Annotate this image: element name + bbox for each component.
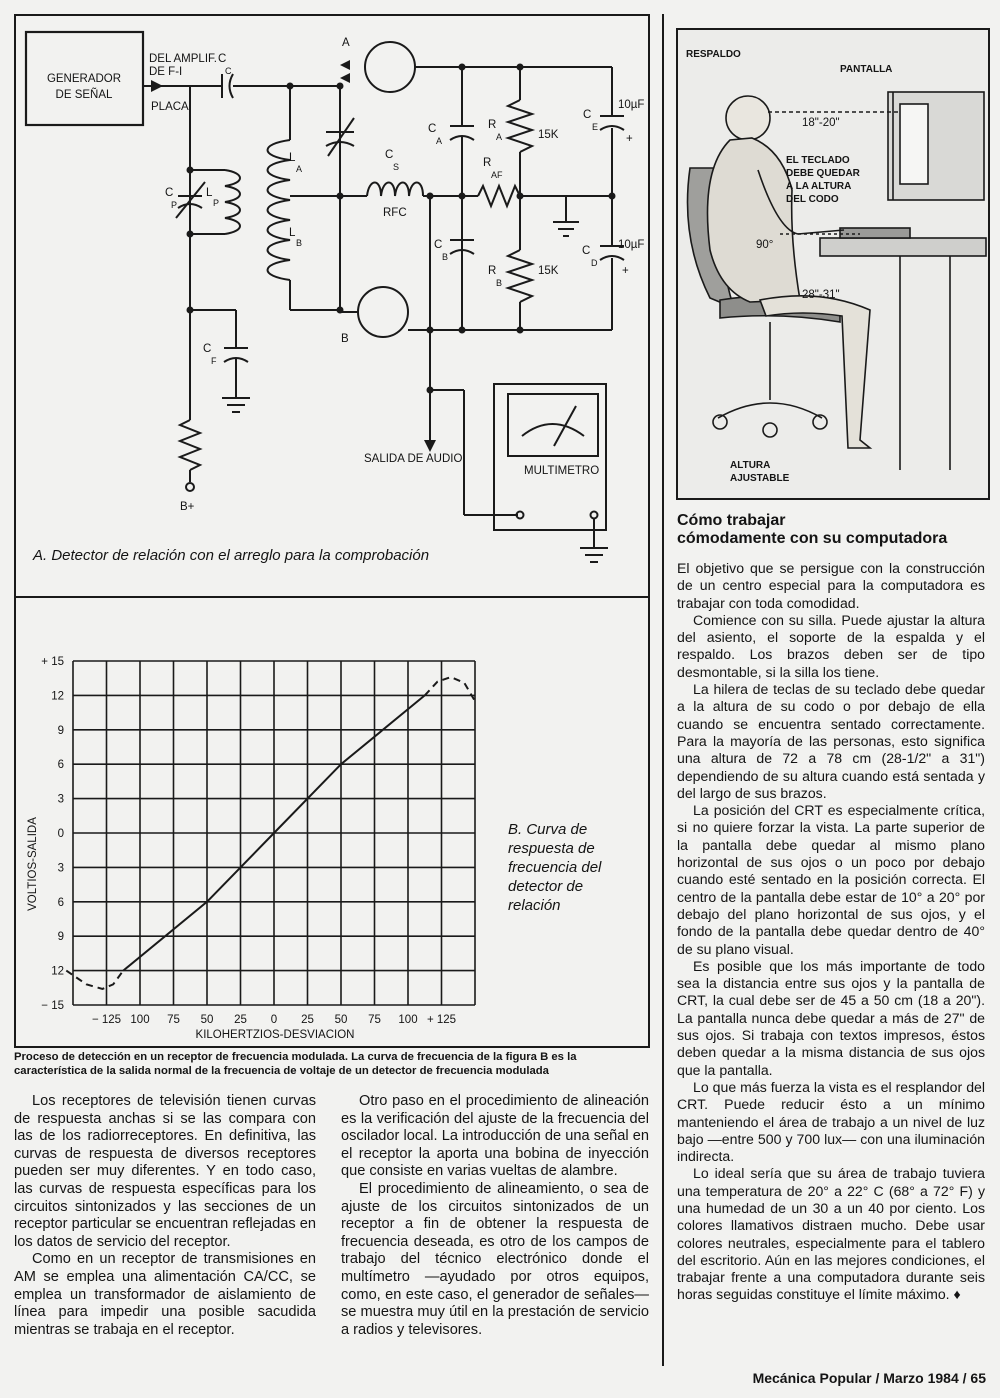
cd-plus: + bbox=[622, 265, 629, 277]
body-paragraph: El procedimiento de alineamiento, o sea de ajuste de los circuitos sintonizados de un receptor a fin de obtener la respuesta de frecuencia deseada, es otro de los campos de trabajo del técnico electrónico donde el multímetro —ayudado por otros equipos, como, en este caso, el generador de señales— se muestra muy útil en la prestación de servicio a radios y televisores. bbox=[341, 1180, 649, 1338]
lp-sub: P bbox=[213, 198, 220, 208]
column-rule bbox=[662, 14, 664, 1366]
sidebar-paragraph: El objetivo que se persigue con la construcción de un centro especial para la computadora es trabajar con toda comodidad. bbox=[677, 560, 985, 611]
sidebar-paragraph: La hilera de teclas de su teclado debe quedar a la altura de su codo o por debajo de ella cuando se encuentra sentado correctamente. Para la mayoría de las personas, esto significa una altura de 72 a 78 cm (28-1/2" a 31") dependiendo de su altura cuando está sentada y del largo de sus brazos. bbox=[677, 681, 985, 801]
cs-label: C bbox=[385, 149, 394, 161]
x-axis-label: KILOHERTZIOS-DESVIACION bbox=[195, 1029, 355, 1041]
sidebar-title-line-1: Cómo trabajar bbox=[677, 512, 786, 529]
y-tick-label: − 15 bbox=[41, 1000, 64, 1012]
sidebar-title-line-2: cómodamente con su computadora bbox=[677, 530, 948, 547]
x-tick-label: 50 bbox=[200, 1014, 214, 1026]
y-tick-label: 3 bbox=[57, 793, 64, 806]
raf-sub: AF bbox=[491, 170, 503, 180]
y-tick-label: 12 bbox=[51, 690, 64, 703]
x-tick-label: 100 bbox=[130, 1014, 150, 1026]
y-tick-label: 12 bbox=[51, 965, 64, 978]
y-tick-label: 6 bbox=[57, 896, 64, 909]
ce-value: 10µF bbox=[618, 99, 645, 111]
chart-caption-5: relación bbox=[508, 897, 561, 914]
lp-label: L bbox=[206, 187, 213, 199]
audio-out-label: SALIDA DE AUDIO bbox=[364, 453, 463, 465]
rfc-label: RFC bbox=[383, 207, 407, 219]
y-tick-label: 3 bbox=[57, 862, 64, 875]
ra-sub: A bbox=[496, 132, 503, 142]
cb-sub: B bbox=[442, 252, 449, 262]
keyboard-label-1: EL TECLADO bbox=[786, 155, 850, 166]
figure-caption bbox=[14, 1051, 654, 1078]
angle-label: 90° bbox=[756, 239, 774, 251]
series-line-dashed bbox=[66, 971, 123, 989]
x-tick-label: 100 bbox=[398, 1014, 418, 1026]
rb-label: R bbox=[488, 265, 497, 277]
circuit-diagram bbox=[14, 14, 650, 598]
x-tick-label: 25 bbox=[234, 1014, 247, 1026]
backrest-label: RESPALDO bbox=[686, 49, 741, 60]
y-tick-labels bbox=[41, 656, 64, 1012]
y-tick-label: 9 bbox=[57, 724, 64, 737]
cd-label: C bbox=[582, 245, 591, 257]
rb-value: 15K bbox=[538, 265, 559, 277]
figure-caption-line-2: característica de la salida normal de la frecuencia de voltaje de un detector de frecuencia modulada bbox=[14, 1064, 549, 1077]
chart-caption-3: frecuencia del bbox=[508, 859, 602, 876]
sidebar-paragraph: Lo ideal sería que su área de trabajo tuviera una temperatura de 20° a 22° C (68° a 72° F) y una humedad de un 30 a un 40 por ciento. Los colores llamativos distraen mucho. Debe usar colores neutrales, especialmente para el tablero del escritorio. Aún en las mejores condiciones, el trabajar frente a una computadora durante seis horas seguidas constituye el límite máximo. ♦ bbox=[677, 1165, 985, 1303]
figure-caption-line-1: Proceso de detección en un receptor de frecuencia modulada. La curva de frecuencia de la figura B es la bbox=[14, 1051, 577, 1063]
generator-label-2: DE SEÑAL bbox=[55, 89, 113, 101]
raf-label: R bbox=[483, 157, 492, 169]
ergonomics-illustration bbox=[676, 28, 990, 500]
ce-sub: E bbox=[592, 122, 599, 132]
chart-caption-2: respuesta de bbox=[508, 840, 595, 857]
screen-label: PANTALLA bbox=[840, 64, 893, 75]
sidebar-paragraph: Lo que más fuerza la vista es el resplandor del CRT. Puede reducir ésto a un mínimo manteniendo el área de trabajo a un nivel de luz bajo —entre 500 y 700 lux— con una iluminación indirecta. bbox=[677, 1078, 985, 1165]
cc-label: C bbox=[218, 53, 227, 65]
ca-label: C bbox=[428, 123, 437, 135]
adjustable-label-1: ALTURA bbox=[730, 460, 771, 471]
diode-a-symbol bbox=[365, 42, 415, 92]
x-tick-label: − 125 bbox=[91, 1014, 122, 1026]
la-sub: A bbox=[296, 164, 303, 174]
cd-value: 10µF bbox=[618, 239, 645, 251]
keyboard-label-2: DEBE QUEDAR bbox=[786, 168, 860, 179]
la-label: L bbox=[289, 152, 296, 164]
page-footer: Mecánica Popular / Marzo 1984 / 65 bbox=[752, 1370, 986, 1386]
cc-sub: C bbox=[225, 66, 232, 76]
chart-caption-4: detector de bbox=[508, 878, 584, 895]
sidebar-body bbox=[677, 560, 985, 1304]
x-tick-label: 75 bbox=[167, 1014, 180, 1026]
chart-caption-1: B. Curva de bbox=[508, 821, 588, 838]
cp-sub: P bbox=[171, 200, 178, 210]
ca-sub: A bbox=[436, 136, 443, 146]
from-if-label-2: DE F-I bbox=[149, 66, 183, 78]
x-tick-label: 50 bbox=[334, 1014, 348, 1026]
y-tick-label: + 15 bbox=[41, 656, 64, 668]
generator-label-1: GENERADOR bbox=[46, 73, 122, 85]
adjustable-label-2: AJUSTABLE bbox=[730, 473, 790, 484]
x-tick-label: 0 bbox=[270, 1014, 278, 1026]
tube-b-label: B bbox=[341, 333, 349, 345]
sidebar-paragraph: Es posible que los más importante de todo sea la distancia entre sus ojos y la pantalla de CRT, la cual debe ser de 45 a 50 cm (18 a 20"). La pantalla nunca debe quedar a más de 27" de sus ojos. Si trabaja con textos impresos, éstos deben quedar a la misma distancia de sus ojos que la pantalla. bbox=[677, 957, 985, 1078]
ra-label: R bbox=[488, 119, 497, 131]
lb-label: L bbox=[289, 227, 296, 239]
sidebar-paragraph: La posición del CRT es especialmente crítica, si no quiere forzar la vista. La parte superior de la pantalla debe quedar al mismo plano horizontal de sus ojos o un poco por debajo cuando esté sentado en la posición correcta. El centro de la pantalla debe estar de 10° a 20° por debajo del plano horizontal de sus ojos, y el fondo de la pantalla debe quedar dentro de 40° de su plano visual. bbox=[677, 802, 985, 957]
y-tick-label: 6 bbox=[57, 759, 64, 772]
cf-label: C bbox=[203, 343, 212, 355]
cp-label: C bbox=[165, 187, 174, 199]
figure-a-caption: A. Detector de relación con el arreglo para la comprobación bbox=[33, 547, 430, 564]
lb-sub: B bbox=[296, 238, 303, 248]
y-tick-label: 0 bbox=[57, 828, 64, 840]
cd-sub: D bbox=[591, 258, 598, 268]
keyboard-label-4: DEL CODO bbox=[786, 194, 839, 205]
keyboard-label-3: A LA ALTURA bbox=[786, 181, 852, 192]
tube-a-label: A bbox=[342, 37, 350, 49]
height-label: 28"-31" bbox=[802, 289, 840, 301]
body-column-1 bbox=[14, 1093, 316, 1339]
ce-plus: + bbox=[626, 133, 633, 145]
body-paragraph: Los receptores de televisión tienen curvas de respuesta anchas si se las compara con las de los radiorreceptores. En definitiva, las curvas de respuesta de diversos receptores pueden ser muy diferentes. Y en todo caso, las curvas de respuesta específicas para los circuitos sintonizados y las secciones de un receptor particular se encuentran reflejadas en los datos de servicio del receptor. bbox=[14, 1093, 316, 1250]
frequency-response-chart bbox=[14, 596, 650, 1048]
x-tick-label: 25 bbox=[301, 1014, 314, 1026]
person-head bbox=[726, 96, 770, 140]
x-tick-label: + 125 bbox=[426, 1014, 457, 1026]
body-column-2 bbox=[341, 1093, 649, 1339]
x-tick-label: 75 bbox=[368, 1014, 381, 1026]
sidebar-title bbox=[677, 512, 987, 548]
distance-label: 18"-20" bbox=[802, 117, 840, 129]
x-tick-labels bbox=[92, 1014, 456, 1026]
multimeter-label: MULTIMETRO bbox=[524, 465, 600, 477]
b-plus-label: B+ bbox=[180, 501, 195, 513]
y-tick-label: 9 bbox=[57, 931, 64, 944]
sidebar-paragraph: Comience con su silla. Puede ajustar la altura del asiento, el soporte de la espalda y el respaldo. Los brazos deben ser de tipo desmontable, si la silla los tiene. bbox=[677, 611, 985, 680]
from-if-label-1: DEL AMPLIF. bbox=[149, 53, 217, 65]
body-paragraph: Otro paso en el procedimiento de alineación es la verificación del ajuste de la frecuencia del oscilador local. La introducción de una señal en el receptor la aporta una bobina de inyección que consiste en varias vueltas de alambre. bbox=[341, 1093, 649, 1180]
ra-value: 15K bbox=[538, 129, 559, 141]
cb-label: C bbox=[434, 239, 443, 251]
cf-sub: F bbox=[211, 356, 217, 366]
ce-label: C bbox=[583, 109, 592, 121]
cs-sub: S bbox=[393, 162, 400, 172]
desk-shape bbox=[820, 238, 986, 256]
placa-label: PLACA bbox=[151, 101, 189, 113]
series-line-dashed bbox=[425, 677, 475, 701]
body-paragraph: Como en un receptor de transmisiones en AM se emplea una alimentación CA/CC, se emplea un transformador de aislamiento de línea para impedir una posible sacudida mientras se trabaja en el receptor. bbox=[14, 1251, 316, 1338]
y-axis-label: VOLTIOS-SALIDA bbox=[27, 817, 39, 911]
rb-sub: B bbox=[496, 278, 503, 288]
diode-b-symbol bbox=[358, 287, 408, 337]
